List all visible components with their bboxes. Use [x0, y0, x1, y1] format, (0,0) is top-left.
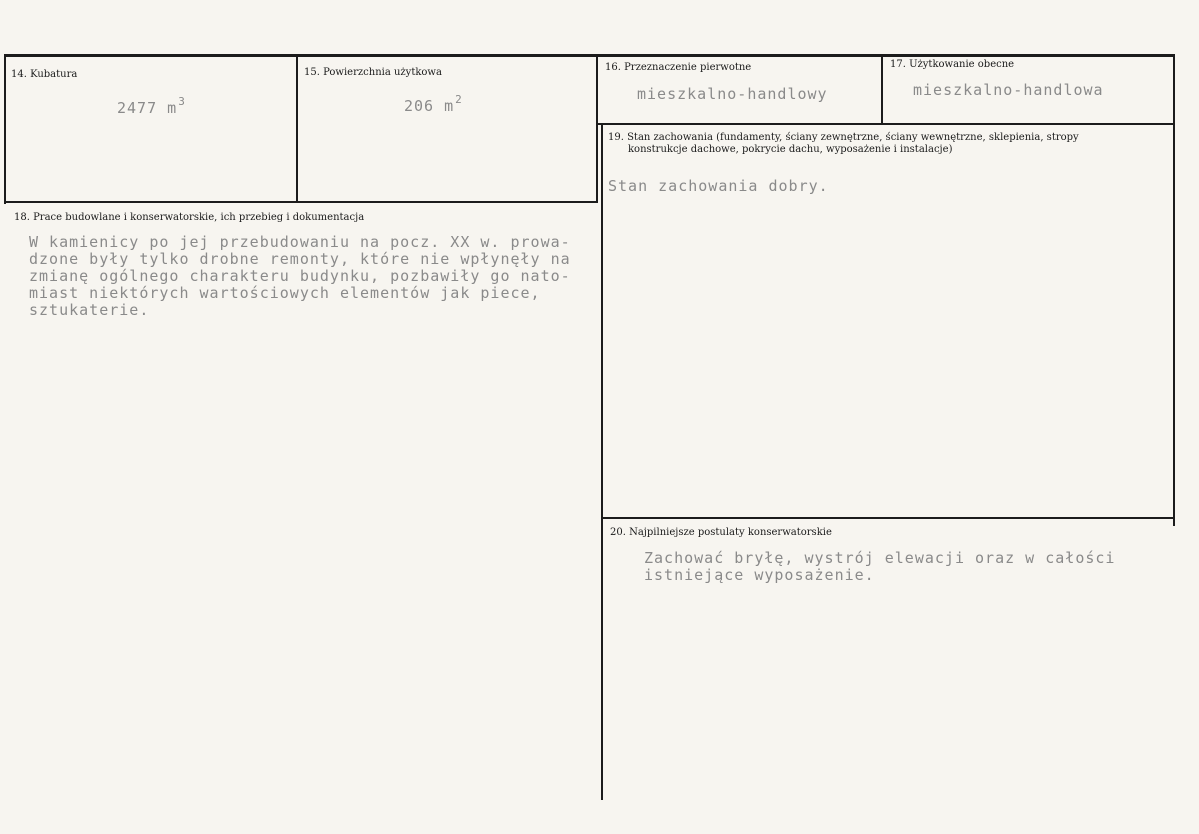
prace-label: 18. Prace budowlane i konserwatorskie, ich przebieg i dokumentacja [14, 212, 365, 223]
divider-14-15 [296, 57, 298, 203]
postulaty-line: Zachować bryłę, wystrój elewacji oraz w całości [644, 549, 1116, 567]
kubatura-value [117, 95, 186, 117]
stan-value: Stan zachowania dobry. [608, 177, 829, 195]
kubatura-label: 14. Kubatura [11, 69, 78, 80]
prace-line: W kamienicy po jej przebudowaniu na pocz. XX w. prowa- [29, 233, 571, 251]
prace-line: zmianę ogólnego charakteru budynku, pozbawiły go nato- [29, 267, 571, 285]
line-under-16-17 [598, 123, 1175, 125]
kubatura-unit-power: 3 [178, 95, 186, 108]
postulaty-line: istniejące wyposażenie. [644, 566, 875, 584]
divider-16-17 [881, 55, 883, 125]
divider-15-16 [596, 57, 598, 203]
uzytkowanie-value: mieszkalno-handlowa [913, 81, 1104, 99]
przeznaczenie-label: 16. Przeznaczenie pierwotne [605, 62, 752, 73]
prace-line: miast niektórych wartościowych elementów jak piece, [29, 284, 541, 302]
kubatura-number: 2477 m [117, 99, 178, 117]
powierzchnia-value [404, 93, 463, 115]
powierzchnia-number: 206 m [404, 97, 455, 115]
prace-line: dzone były tylko drobne remonty, które nie wpłynęły na [29, 250, 571, 268]
top-border-line [4, 54, 1174, 57]
stan-label-line1: 19. Stan zachowania (fundamenty, ściany zewnętrzne, ściany wewnętrzne, sklepienia, stropy [608, 132, 1079, 143]
line-under-14-15 [4, 201, 598, 203]
uzytkowanie-label: 17. Użytkowanie obecne [890, 59, 1015, 70]
stan-label-line2: konstrukcje dachowe, pokrycie dachu, wyposażenie i instalacje) [628, 144, 953, 155]
center-vertical-line [601, 125, 603, 800]
postulaty-label: 20. Najpilniejsze postulaty konserwatorskie [610, 527, 832, 538]
line-above-20 [603, 517, 1175, 519]
przeznaczenie-value: mieszkalno-handlowy [637, 85, 828, 103]
left-border-line [4, 54, 6, 204]
powierzchnia-unit-power: 2 [455, 93, 463, 106]
powierzchnia-label: 15. Powierzchnia użytkowa [304, 67, 442, 78]
prace-line: sztukaterie. [29, 301, 150, 319]
